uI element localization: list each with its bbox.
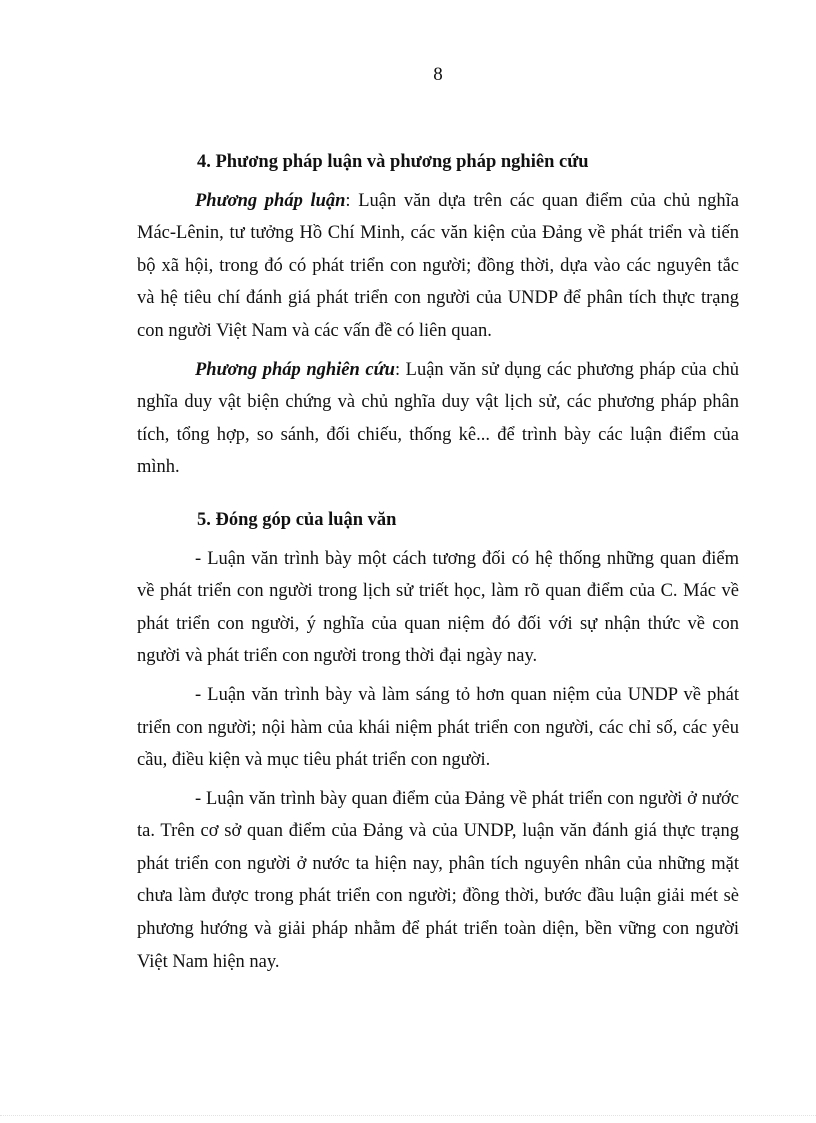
research-methods-text: : Luận văn sử dụng các phương pháp của chủ nghĩa duy vật biện chứng và chủ nghĩa duy vật lịch sử, các phương pháp phân tích, tổng hợp, so sánh, đối chiếu, thống kê... để trình bày các luận điểm của mình. <box>137 359 739 478</box>
contribution-paragraph: - Luận văn trình bày quan điểm của Đảng về phát triển con người ở nước ta. Trên cơ sở quan điểm của Đảng và của UNDP, luận văn đánh giá thực trạng phát triển con người ở nước ta hiện nay, phân tích nguyên nhân của những mặt chưa làm được trong phát triển con người; đồng thời, bước đầu luận giải mét sè phương hướng và giải pháp nhằm để phát triển toàn diện, bền vững con người Việt Nam hiện nay. <box>137 788 739 972</box>
contribution-paragraph: - Luận văn trình bày một cách tương đối có hệ thống những quan điểm về phát triển con người trong lịch sử triết học, làm rõ quan điểm của C. Mác về phát triển con người, ý nghĩa của quan niệm đó đối với sự nhận thức về con người và phát triển con người trong thời đại ngày nay. <box>137 548 739 667</box>
document-body <box>137 146 739 984</box>
page-number: 8 <box>433 64 443 85</box>
page-bottom-rule <box>0 1115 816 1116</box>
methodology-text: : Luận văn dựa trên các quan điểm của chủ nghĩa Mác-Lênin, tư tưởng Hồ Chí Minh, các văn kiện của Đảng về phát triển và tiến bộ xã hội, trong đó có phát triển con người; đồng thời, dựa vào các nguyên tắc và hệ tiêu chí đánh giá phát triển con người của UNDP để phân tích thực trạng con người Việt Nam và các vấn đề có liên quan. <box>137 190 739 341</box>
research-methods-term: Phương pháp nghiên cứu <box>195 359 395 380</box>
methodology-term: Phương pháp luận <box>195 190 346 211</box>
contribution-paragraph: - Luận văn trình bày và làm sáng tỏ hơn quan niệm của UNDP về phát triển con người; nội hàm của khái niệm phát triển con người, các chỉ số, các yêu cầu, điều kiện và mục tiêu phát triển con người. <box>137 684 739 771</box>
section-heading-methodology: 4. Phương pháp luận và phương pháp nghiên cứu <box>197 152 589 172</box>
research-methods-paragraph <box>137 354 739 484</box>
section-heading-contributions: 5. Đóng góp của luận văn <box>197 509 397 530</box>
methodology-paragraph <box>137 185 739 348</box>
